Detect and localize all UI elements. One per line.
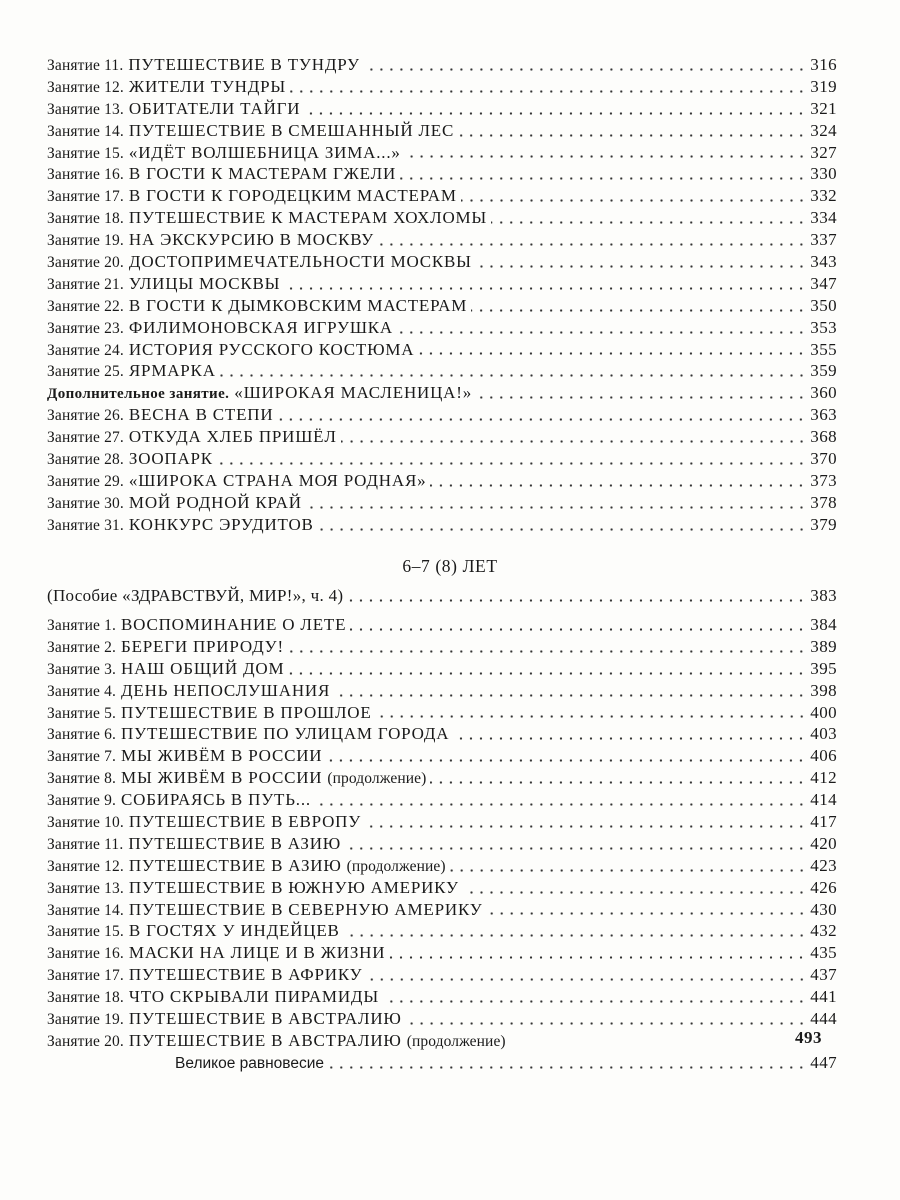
toc-entry [47, 877, 837, 899]
toc-entry [47, 723, 837, 745]
toc-entry [47, 185, 837, 207]
entry-page-number: 447 [810, 1052, 837, 1072]
toc-entry [47, 339, 837, 361]
entry-title: «ШИРОКА СТРАНА МОЯ РОДНАЯ» [128, 470, 427, 490]
entry-label: Занятие 11. [47, 835, 124, 853]
dot-leader [453, 737, 806, 740]
entry-label: Занятие 28. [47, 451, 124, 469]
dot-leader [315, 803, 806, 806]
section-subheading-row [47, 585, 837, 607]
entry-label: Занятие 31. [47, 516, 124, 534]
entry-title: МЫ ЖИВЁМ В РОССИИ [121, 746, 323, 766]
entry-title: МАСКИ НА ЛИЦЕ И В ЖИЗНИ [128, 943, 386, 963]
dot-leader [476, 265, 806, 268]
dot-leader [217, 462, 806, 465]
dot-leader [290, 90, 806, 93]
entry-title: УЛИЦЫ МОСКВЫ [128, 273, 281, 293]
entry-label: Занятие 19. [47, 1011, 124, 1029]
dot-leader [365, 825, 806, 828]
toc-entry [47, 789, 837, 811]
toc-entry [47, 207, 837, 229]
entry-title: В ГОСТИ К ДЫМКОВСКИМ МАСТЕРАМ [128, 295, 468, 315]
entry-title: В ГОСТЯХ У ИНДЕЙЦЕВ [128, 921, 340, 941]
entry-page-number: 353 [810, 317, 837, 337]
entry-page-number: 400 [810, 702, 837, 722]
entry-page-number: 432 [810, 921, 837, 941]
entry-label: Занятие 8. [47, 770, 117, 788]
entry-continuation: Великое равновесие [175, 1054, 325, 1072]
entry-page-number: 426 [810, 877, 837, 897]
entry-label: Занятие 2. [47, 638, 117, 656]
dot-leader [463, 891, 807, 894]
toc-entry [47, 833, 837, 855]
entry-label: Занятие 12. [47, 857, 124, 875]
dot-leader [341, 440, 807, 443]
entry-page-number: 389 [810, 636, 837, 656]
dot-leader [450, 869, 807, 872]
entry-title: В ГОСТИ К МАСТЕРАМ ГЖЕЛИ [128, 164, 397, 184]
entry-label: Занятие 14. [47, 901, 124, 919]
toc-entry [47, 964, 837, 986]
entry-label: Занятие 12. [47, 78, 124, 96]
entry-title: ДЕНЬ НЕПОСЛУШАНИЯ [121, 680, 331, 700]
toc-entry [47, 920, 837, 942]
entry-label: Занятие 20. [47, 254, 124, 272]
entry-title: ДОСТОПРИМЕЧАТЕЛЬНОСТИ МОСКВЫ [128, 252, 472, 272]
toc-entry [47, 702, 837, 724]
toc-entry [47, 470, 837, 492]
toc-entry [47, 54, 837, 76]
section-subheading: (Пособие «ЗДРАВСТВУЙ, МИР!», ч. 4) [47, 586, 344, 605]
dot-leader [367, 978, 807, 981]
entry-label: Занятие 13. [47, 100, 124, 118]
entry-page-number: 414 [810, 790, 837, 810]
entry-note: (продолжение) [346, 857, 446, 875]
entry-label: Занятие 3. [47, 660, 117, 678]
toc-entry [47, 855, 837, 877]
entry-page-number: 327 [810, 142, 837, 162]
toc-entry [47, 426, 837, 448]
entry-page-number: 330 [810, 164, 837, 184]
dot-leader [430, 781, 806, 784]
entry-label: Занятие 17. [47, 967, 124, 985]
entry-label: Занятие 20. [47, 1032, 124, 1050]
dot-leader [364, 68, 806, 71]
entry-title: ВОСПОМИНАНИЕ О ЛЕТЕ [121, 615, 347, 634]
toc-entry [47, 295, 837, 317]
toc-entry [47, 382, 837, 404]
entry-page-number: 334 [810, 208, 837, 228]
entry-page-number: 319 [810, 76, 837, 96]
dot-leader [304, 112, 806, 115]
dot-leader [406, 1022, 807, 1025]
toc-entry [47, 899, 837, 921]
entry-title: КОНКУРС ЭРУДИТОВ [128, 514, 314, 534]
toc-entry [47, 98, 837, 120]
toc-entry [47, 1030, 837, 1052]
entry-page-number: 343 [810, 252, 837, 272]
toc-entry [47, 76, 837, 98]
entry-title: ПУТЕШЕСТВИЕ В АВСТРАЛИЮ [128, 1030, 402, 1050]
entry-title: ОТКУДА ХЛЕБ ПРИШЁЛ [128, 427, 337, 447]
toc-entry [47, 680, 837, 702]
entry-page-number: 435 [810, 943, 837, 963]
toc-entry [47, 404, 837, 426]
dot-leader [288, 672, 806, 675]
toc-entry [47, 492, 837, 514]
toc-entry-continuation [47, 1052, 837, 1074]
toc-entry [47, 767, 837, 789]
entry-label: Занятие 7. [47, 748, 117, 766]
entry-label: Занятие 29. [47, 472, 124, 490]
entry-title: ФИЛИМОНОВСКАЯ ИГРУШКА [128, 317, 394, 337]
dot-leader [458, 134, 806, 137]
dot-leader [376, 715, 807, 718]
dot-leader [397, 331, 806, 334]
entry-page-number: 370 [810, 449, 837, 469]
entry-page-number: 350 [810, 295, 837, 315]
dot-leader [405, 155, 807, 158]
entry-page-number: 412 [810, 768, 837, 788]
entry-label: Занятие 23. [47, 319, 124, 337]
entry-note: (продолжение) [327, 770, 427, 788]
entry-title: ОБИТАТЕЛИ ТАЙГИ [128, 98, 301, 118]
entry-label: Занятие 27. [47, 429, 124, 447]
entry-title: ПУТЕШЕСТВИЕ В ЮЖНУЮ АМЕРИКУ [128, 877, 459, 897]
entry-page-number: 337 [810, 230, 837, 250]
toc-entry [47, 658, 837, 680]
toc-entry [47, 745, 837, 767]
entry-label: Занятие 17. [47, 188, 124, 206]
dot-leader [328, 1066, 806, 1069]
entry-title: ПУТЕШЕСТВИЕ В СЕВЕРНУЮ АМЕРИКУ [128, 899, 483, 919]
entry-label: Занятие 15. [47, 923, 124, 941]
entry-label: Занятие 15. [47, 144, 124, 162]
entry-page-number: 347 [810, 273, 837, 293]
entry-label: Занятие 18. [47, 210, 124, 228]
dot-leader [334, 694, 806, 697]
toc-entry [47, 614, 837, 636]
entry-title: «ИДЁТ ВОЛШЕБНИЦА ЗИМА...» [128, 142, 401, 162]
entry-page-number: 360 [810, 383, 837, 403]
dot-leader [344, 934, 807, 937]
entry-page-number: 423 [810, 855, 837, 875]
dot-leader [418, 352, 806, 355]
entry-title: ПУТЕШЕСТВИЕ В АФРИКУ [128, 965, 363, 985]
dot-leader [487, 912, 807, 915]
entry-title: ПУТЕШЕСТВИЕ В ЕВРОПУ [128, 812, 362, 832]
entry-title: «ШИРОКАЯ МАСЛЕНИЦА!» [234, 383, 473, 403]
entry-label: Занятие 18. [47, 989, 124, 1007]
entry-title: ЖИТЕЛИ ТУНДРЫ [128, 76, 287, 96]
entry-title: ЧТО СКРЫВАЛИ ПИРАМИДЫ [128, 987, 379, 1007]
entry-note: (продолжение) [406, 1032, 506, 1050]
entry-page-number: 378 [810, 492, 837, 512]
entry-page-number: 430 [810, 899, 837, 919]
dot-leader [350, 628, 806, 631]
entry-page-number: 373 [810, 470, 837, 490]
entry-label: Занятие 5. [47, 704, 117, 722]
entry-page-number: 379 [810, 514, 837, 534]
entry-page-number: 359 [810, 361, 837, 381]
entry-page-number: 398 [810, 680, 837, 700]
entry-label: Занятие 10. [47, 814, 124, 832]
entry-label: Занятие 26. [47, 407, 124, 425]
toc-entry [47, 273, 837, 295]
entry-title: В ГОСТИ К ГОРОДЕЦКИМ МАСТЕРАМ [128, 186, 457, 206]
subheading-page-number: 383 [810, 586, 837, 605]
entry-label: Занятие 16. [47, 945, 124, 963]
entry-title: ПУТЕШЕСТВИЕ В АЗИЮ [128, 833, 342, 853]
toc-section-1 [47, 54, 837, 536]
dot-leader [318, 528, 807, 531]
entry-page-number: 441 [810, 987, 837, 1007]
entry-label: Дополнительное занятие. [47, 386, 230, 403]
entry-page-number: 321 [810, 98, 837, 118]
dot-leader [220, 374, 807, 377]
dot-leader [277, 418, 806, 421]
entry-title: ЗООПАРК [128, 449, 213, 469]
entry-label: Занятие 19. [47, 232, 124, 250]
entry-title: ПУТЕШЕСТВИЕ В АЗИЮ [128, 855, 342, 875]
dot-leader [476, 396, 806, 399]
entry-label: Занятие 24. [47, 341, 124, 359]
entry-page-number: 368 [810, 427, 837, 447]
dot-leader [471, 309, 806, 312]
entry-label: Занятие 1. [47, 617, 117, 634]
entry-title: ПУТЕШЕСТВИЕ В СМЕШАННЫЙ ЛЕС [128, 120, 455, 140]
dot-leader [378, 243, 806, 246]
entry-page-number: 324 [810, 120, 837, 140]
section-heading: 6–7 (8) ЛЕТ [402, 556, 498, 576]
entry-label: Занятие 4. [47, 682, 117, 700]
toc-entry [47, 229, 837, 251]
entry-label: Занятие 16. [47, 166, 124, 184]
toc-entry [47, 514, 837, 536]
toc-entry [47, 1008, 837, 1030]
entry-title: ИСТОРИЯ РУССКОГО КОСТЮМА [128, 339, 415, 359]
entry-page-number: 417 [810, 812, 837, 832]
entry-page-number: 384 [810, 615, 837, 634]
dot-leader [491, 221, 806, 224]
entry-title: МОЙ РОДНОЙ КРАЙ [128, 492, 302, 512]
entry-label: Занятие 9. [47, 792, 117, 810]
entry-title: НАШ ОБЩИЙ ДОМ [121, 658, 285, 678]
dot-leader [347, 599, 806, 602]
entry-label: Занятие 11. [47, 57, 124, 74]
toc-entry [47, 120, 837, 142]
entry-title: МЫ ЖИВЁМ В РОССИИ [121, 768, 323, 788]
dot-leader [389, 956, 806, 959]
dot-leader [284, 287, 806, 290]
entry-title: СОБИРАЯСЬ В ПУТЬ... [121, 790, 311, 810]
entry-label: Занятие 21. [47, 275, 124, 293]
entry-title: ПУТЕШЕСТВИЕ В АВСТРАЛИЮ [128, 1009, 402, 1029]
dot-leader [288, 650, 806, 653]
dot-leader [430, 484, 806, 487]
entry-label: Занятие 6. [47, 726, 117, 744]
toc-section-2 [47, 614, 837, 1074]
entry-title: ПУТЕШЕСТВИЕ ПО УЛИЦАМ ГОРОДА [121, 724, 450, 744]
entry-page-number: 406 [810, 746, 837, 766]
entry-title: ЯРМАРКА [128, 361, 216, 381]
toc-entry [47, 360, 837, 382]
dot-leader [383, 1000, 806, 1003]
entry-label: Занятие 22. [47, 297, 124, 315]
toc-entry [47, 317, 837, 339]
entry-page-number: 403 [810, 724, 837, 744]
entry-title: ПУТЕШЕСТВИЕ К МАСТЕРАМ ХОХЛОМЫ [128, 208, 488, 228]
dot-leader [461, 199, 807, 202]
toc-entry [47, 142, 837, 164]
toc-entry [47, 448, 837, 470]
dot-leader [326, 759, 806, 762]
entry-page-number: 395 [810, 658, 837, 678]
entry-title: НА ЭКСКУРСИЮ В МОСКВУ [128, 230, 374, 250]
entry-page-number: 444 [810, 1009, 837, 1029]
toc-entry [47, 811, 837, 833]
toc-entry [47, 163, 837, 185]
entry-label: Занятие 30. [47, 494, 124, 512]
entry-label: Занятие 14. [47, 122, 124, 140]
entry-page-number: 316 [810, 55, 837, 74]
entry-title: ПУТЕШЕСТВИЕ В ТУНДРУ [128, 55, 360, 74]
page-number: 493 [795, 1028, 822, 1047]
entry-page-number: 363 [810, 405, 837, 425]
toc-entry [47, 942, 837, 964]
dot-leader [345, 847, 806, 850]
entry-title: БЕРЕГИ ПРИРОДУ! [121, 636, 284, 656]
entry-page-number: 355 [810, 339, 837, 359]
dot-leader [306, 506, 807, 509]
entry-page-number: 437 [810, 965, 837, 985]
entry-label: Занятие 25. [47, 363, 124, 381]
entry-label: Занятие 13. [47, 879, 124, 897]
toc-entry [47, 251, 837, 273]
toc-entry [47, 636, 837, 658]
dot-leader [400, 177, 806, 180]
entry-page-number: 420 [810, 833, 837, 853]
entry-page-number: 332 [810, 186, 837, 206]
entry-title: ВЕСНА В СТЕПИ [128, 405, 274, 425]
entry-title: ПУТЕШЕСТВИЕ В ПРОШЛОЕ [121, 702, 372, 722]
toc-entry [47, 986, 837, 1008]
